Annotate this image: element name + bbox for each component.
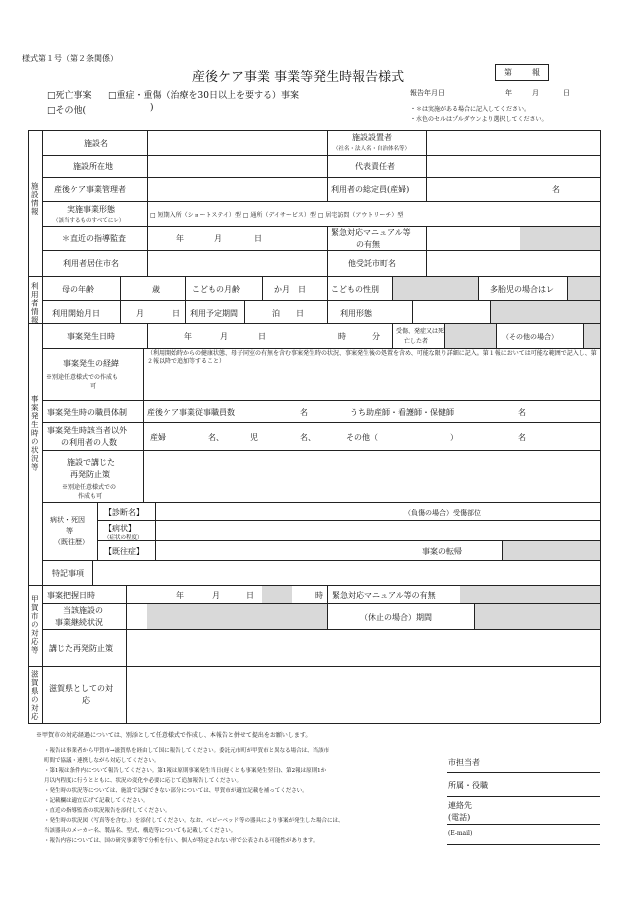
footer-bullet-2b: 月以内程度に行うとともに、状況の変化や必要に応じて追加報告してください。 bbox=[44, 778, 243, 784]
label-founder-sub: （社名・法人名・自治体名等） bbox=[333, 146, 411, 152]
page-title: 産後ケア事業 事業等発生時報告様式 bbox=[192, 70, 405, 85]
business-type-options[interactable]: □ 短期入所（ショートステイ）型 □ 通所（デイサービス）型 □ 居宅訪問（アウトリーチ）型 bbox=[150, 212, 404, 219]
label-start-date: 利用開始月日 bbox=[52, 309, 100, 318]
mother-age-unit: 歳 bbox=[152, 285, 160, 294]
check-other-close: ) bbox=[150, 103, 154, 113]
label-business-type-sub: （該当するものすべてにレ） bbox=[53, 218, 125, 224]
report-date-label: 報告年月日 bbox=[410, 89, 445, 97]
label-representative: 代表責任者 bbox=[355, 162, 395, 171]
total-users-unit: 名 bbox=[552, 185, 560, 194]
process-note: （利用開始時からの健康状態、母子同室の有無を含む事案発生時の状況、事案発生後の処置を含め、可能な限り詳細に記入。第１報においては可能な範囲で記入し、第２報以降で追加等すること） bbox=[147, 350, 597, 366]
grasp-month: 月 bbox=[212, 591, 220, 600]
select-city-manual[interactable] bbox=[460, 585, 600, 603]
label-pref-response-2: 応 bbox=[82, 696, 90, 705]
label-contact-1: 連絡先 bbox=[448, 801, 472, 810]
label-grasp: 事案把握日時 bbox=[47, 591, 95, 600]
footer-bullet-1: ・報告は事業者から甲賀市→滋賀県を経由して国に報告してください。委託元市町が甲賀市と異なる場合は、当該市 bbox=[44, 748, 330, 754]
note-1: ・＊は実施がある場合に記入してください。 bbox=[410, 106, 531, 113]
label-manual-2: の有無 bbox=[356, 240, 380, 249]
label-measures-sub-1: ※別途任意様式での bbox=[62, 484, 117, 491]
footer-bullet-3: ・発生時の状況等については、施設で記録できない部分については、甲賀市が適宜記載を補ってください。 bbox=[44, 788, 308, 794]
section-user: 利用者情報 bbox=[30, 282, 40, 325]
grasp-year: 年 bbox=[176, 591, 184, 600]
label-address: 施設所在地 bbox=[73, 162, 113, 171]
label-staff: 事案発生時の職員体制 bbox=[47, 408, 127, 417]
period-unit: 泊 日 bbox=[272, 309, 304, 318]
label-history: 【既往症】 bbox=[104, 547, 144, 556]
footer-remark: ※甲賀市の対応経過については、別添として任意様式で作成し、本報告と併せて提出をお願いします。 bbox=[36, 732, 312, 739]
audit-month: 月 bbox=[214, 234, 222, 243]
input-city-measures[interactable] bbox=[126, 629, 600, 666]
label-other-users-2: の利用者の人数 bbox=[61, 438, 117, 447]
section-incident: 事案発生時の状況等 bbox=[30, 395, 40, 472]
audit-day: 日 bbox=[254, 234, 262, 243]
label-measures-2: 再発防止策 bbox=[70, 470, 110, 479]
label-period: 利用予定期間 bbox=[190, 309, 238, 318]
check-other[interactable]: □その他( bbox=[47, 106, 87, 116]
label-other-users-1: 事案発生時該当者以外 bbox=[47, 426, 127, 435]
label-contact-person: 市担当者 bbox=[448, 758, 480, 767]
input-manager[interactable] bbox=[147, 177, 327, 201]
input-other-city[interactable] bbox=[426, 250, 600, 276]
select-outcome[interactable] bbox=[502, 540, 600, 560]
ou-unit-1: 名、 bbox=[208, 433, 224, 442]
label-condition: 【病状】 bbox=[104, 524, 136, 533]
label-datetime: 事案発生日時 bbox=[67, 332, 115, 341]
label-dept: 所属・役職 bbox=[448, 781, 488, 790]
grasp-hour: 時 bbox=[315, 591, 323, 600]
section-facility: 施設情報 bbox=[30, 182, 40, 216]
ou-unit-2: 名、 bbox=[300, 433, 316, 442]
label-symptom-2: 等 bbox=[66, 527, 73, 535]
label-manual: 緊急対応マニュアル等 bbox=[331, 228, 411, 237]
select-form[interactable] bbox=[490, 300, 600, 323]
label-form: 利用形態 bbox=[340, 309, 372, 318]
report-no-label: 第 bbox=[504, 68, 512, 77]
input-representative[interactable] bbox=[426, 155, 600, 177]
section-city: 甲賀市の対応等 bbox=[30, 595, 40, 655]
label-facility-name: 施設名 bbox=[84, 139, 108, 148]
staff-sub: うち助産師・看護師・保健師 bbox=[350, 408, 454, 417]
label-injured-2: 亡した者 bbox=[404, 338, 429, 345]
input-pref-response[interactable] bbox=[126, 666, 600, 723]
section-pref: 滋賀県の対応 bbox=[30, 670, 40, 721]
label-city-measures: 講じた再発防止策 bbox=[49, 644, 113, 653]
label-child-age: こどもの月齢 bbox=[192, 285, 240, 294]
ou-other: その他（ bbox=[346, 433, 378, 442]
check-serious[interactable]: □重症・重傷（治療を30日以上を要する）事案 bbox=[108, 91, 299, 101]
label-symptom-3: （既往歴） bbox=[54, 538, 89, 546]
label-total-users: 利用者の総定員(産婦) bbox=[331, 185, 410, 194]
select-injured[interactable] bbox=[444, 323, 496, 348]
label-contact-2: (電話) bbox=[448, 813, 471, 822]
staff-sub-unit: 名 bbox=[518, 408, 526, 417]
note-2: ・水色のセルはプルダウンより選択してください。 bbox=[410, 116, 548, 123]
label-business-type: 実施事業形態 bbox=[67, 205, 115, 214]
label-manager: 産後ケア事業管理者 bbox=[54, 185, 126, 194]
label-mother-age: 母の年齢 bbox=[62, 285, 94, 294]
label-symptom-1: 病状・死因 bbox=[50, 516, 85, 524]
label-process: 事案発生の経緯 bbox=[63, 359, 119, 368]
start-month: 月 bbox=[136, 309, 144, 318]
staff-body: 産後ケア事業従事職員数 bbox=[147, 408, 235, 417]
ou-close: ） bbox=[450, 433, 458, 442]
label-measures-1: 施設で講じた bbox=[67, 458, 115, 467]
input-founder[interactable] bbox=[426, 130, 600, 155]
select-child-sex[interactable] bbox=[392, 276, 478, 300]
label-founder: 施設設置者 bbox=[352, 133, 392, 142]
footer-bullet-6: ・発生時の状況図（写真等を含む。）を添付してください。なお、ベビーベッド等の器具により事案が発生した場合には、 bbox=[44, 818, 344, 824]
label-notes: 特記事項 bbox=[52, 569, 84, 578]
input-facility-name[interactable] bbox=[147, 130, 327, 155]
footer-bullet-7: ・報告内容については、国の研究事業等で分析を行い、個人が特定されない形で公表される可能性があります。 bbox=[44, 838, 319, 844]
dt-day: 日 bbox=[258, 332, 266, 341]
report-number-box[interactable] bbox=[495, 64, 549, 81]
input-address[interactable] bbox=[147, 155, 327, 177]
child-age-unit: か月 日 bbox=[274, 285, 306, 294]
dt-hour: 時 bbox=[338, 332, 346, 341]
report-month: 月 bbox=[532, 89, 539, 97]
label-injury-part: （負傷の場合）受傷部位 bbox=[404, 509, 481, 517]
footer-bullet-1b: 町間で協議・連携しながら対応してください。 bbox=[44, 758, 160, 764]
label-residence: 利用者居住市名 bbox=[63, 259, 119, 268]
footer-bullet-4: ・記載欄は適宜広げて記載してください。 bbox=[44, 798, 149, 804]
report-year: 年 bbox=[505, 89, 512, 97]
label-other-case: （その他の場合） bbox=[502, 333, 558, 341]
report-no-suffix: 報 bbox=[532, 68, 540, 77]
staff-unit: 名 bbox=[300, 408, 308, 417]
label-condition-sub: （症状の程度） bbox=[104, 535, 143, 541]
label-city-manual: 緊急対応マニュアル等の有無 bbox=[332, 591, 436, 600]
start-day: 日 bbox=[172, 309, 180, 318]
label-outcome: 事案の転帰 bbox=[422, 547, 462, 556]
label-injured-1: 受傷、発症又は死 bbox=[396, 328, 445, 335]
ou-child: 児 bbox=[250, 433, 258, 442]
label-measures-sub-2: 作成も可 bbox=[78, 493, 103, 500]
check-death[interactable]: □死亡事案 bbox=[47, 91, 92, 101]
label-process-sub-1: ※別途任意様式での作成も bbox=[46, 374, 119, 381]
label-audit: ＊直近の指導監査 bbox=[62, 234, 126, 243]
label-diagnosis: 【診断名】 bbox=[104, 508, 144, 517]
label-process-sub-2: 可 bbox=[90, 383, 97, 390]
dt-minute: 分 bbox=[372, 332, 380, 341]
footer-bullet-5: ・直近の指導監査の状況報告を添付してください。 bbox=[44, 808, 171, 814]
footer-bullet-6b: 当該器具のメーカー名、製品名、型式、構造等についても記載してください。 bbox=[44, 828, 237, 834]
form-number: 様式第１号（第２条関係） bbox=[22, 54, 118, 63]
input-notes[interactable] bbox=[92, 560, 600, 585]
dt-year: 年 bbox=[184, 332, 192, 341]
select-residence[interactable] bbox=[147, 250, 327, 276]
select-manual[interactable] bbox=[520, 226, 600, 250]
label-child-sex: こどもの性別 bbox=[331, 285, 379, 294]
dt-month: 月 bbox=[220, 332, 228, 341]
label-other-city: 他受託市町名 bbox=[348, 259, 396, 268]
select-status[interactable] bbox=[147, 603, 327, 629]
label-suspend: （休止の場合）期間 bbox=[360, 613, 432, 622]
ou-name: 名 bbox=[518, 433, 526, 442]
label-status-1: 当該施設の bbox=[63, 606, 103, 615]
checkbox-multiple[interactable] bbox=[567, 276, 600, 300]
label-pref-response-1: 滋賀県としての対 bbox=[49, 684, 113, 693]
report-day: 日 bbox=[563, 89, 570, 97]
audit-year: 年 bbox=[176, 234, 184, 243]
ou-mother: 産婦 bbox=[150, 433, 166, 442]
label-email: (E-mail) bbox=[448, 830, 473, 837]
label-status-2: 事業継続状況 bbox=[55, 618, 103, 627]
grasp-day: 日 bbox=[246, 591, 254, 600]
input-facility-measures[interactable] bbox=[143, 450, 600, 502]
footer-bullet-2: ・第1報は条件内について報告してください。第1報は原則事案発生当日(遅くとも事案発生翌日)、第2報は原則1か bbox=[44, 768, 327, 774]
label-multiple: 多胎児の場合はレ bbox=[490, 285, 554, 294]
